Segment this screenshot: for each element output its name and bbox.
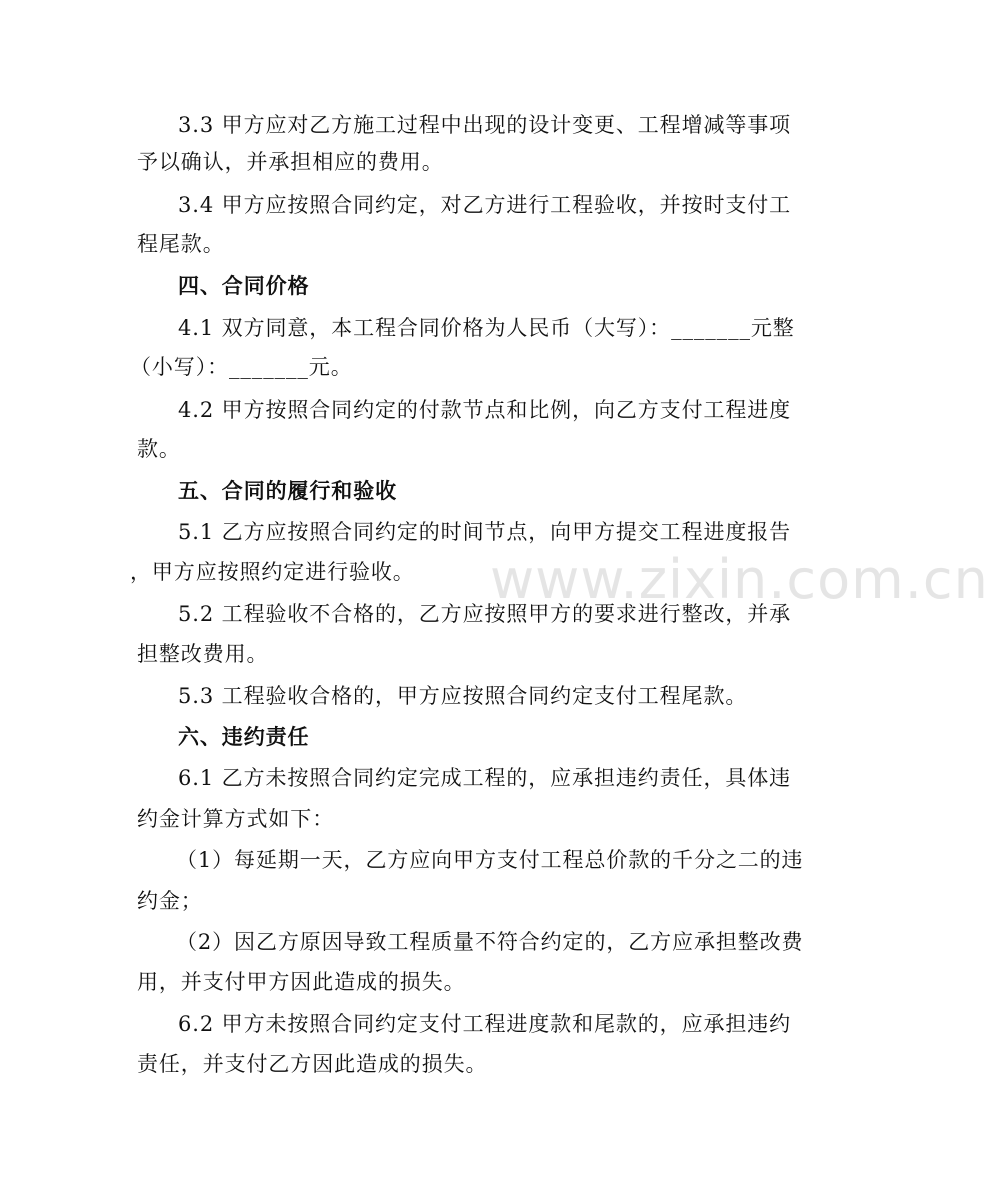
item-2-line-2: 用，并支付甲方因此造成的损失。 xyxy=(137,970,466,994)
para-3-4-line-1: 3.4 甲方应按照合同约定，对乙方进行工程验收，并按时支付工 xyxy=(178,193,792,217)
para-3-3-line-1: 3.3 甲方应对乙方施工过程中出现的设计变更、工程增减等事项 xyxy=(178,113,792,137)
item-2-line-1: （2）因乙方原因导致工程质量不符合约定的，乙方应承担整改费 xyxy=(176,930,804,954)
para-3-4-line-2: 程尾款。 xyxy=(137,232,225,256)
item-1-line-2: 约金； xyxy=(137,889,203,913)
para-4-2-line-1: 4.2 甲方按照合同约定的付款节点和比例，向乙方支付工程进度 xyxy=(178,398,792,422)
para-5-1-line-2: ，甲方应按照约定进行验收。 xyxy=(130,560,415,584)
item-1-line-1: （1）每延期一天，乙方应向甲方支付工程总价款的千分之二的违 xyxy=(176,848,804,872)
para-6-2-line-1: 6.2 甲方未按照合同约定支付工程进度款和尾款的，应承担违约 xyxy=(178,1012,792,1036)
para-5-3: 5.3 工程验收合格的，甲方应按照合同约定支付工程尾款。 xyxy=(178,684,748,708)
watermark: www.zixin.com.cn xyxy=(490,548,989,611)
section-heading-5: 五、合同的履行和验收 xyxy=(178,479,397,503)
para-5-2-line-2: 担整改费用。 xyxy=(137,642,269,666)
para-4-2-line-2: 款。 xyxy=(137,437,181,461)
para-4-1-line-1: 4.1 双方同意，本工程合同价格为人民币（大写）：_______元整 xyxy=(178,316,795,340)
section-heading-6: 六、违约责任 xyxy=(178,725,310,749)
section-heading-4: 四、合同价格 xyxy=(178,274,310,298)
para-5-2-line-1: 5.2 工程验收不合格的，乙方应按照甲方的要求进行整改，并承 xyxy=(178,602,792,626)
para-4-1-line-2: （小写）：_______元。 xyxy=(130,355,353,379)
para-6-2-line-2: 责任，并支付乙方因此造成的损失。 xyxy=(137,1052,488,1076)
para-6-1-line-2: 约金计算方式如下： xyxy=(137,807,335,831)
para-3-3-line-2: 予以确认，并承担相应的费用。 xyxy=(137,150,444,174)
para-6-1-line-1: 6.1 乙方未按照合同约定完成工程的，应承担违约责任，具体违 xyxy=(178,766,792,790)
para-5-1-line-1: 5.1 乙方应按照合同约定的时间节点，向甲方提交工程进度报告 xyxy=(178,520,792,544)
